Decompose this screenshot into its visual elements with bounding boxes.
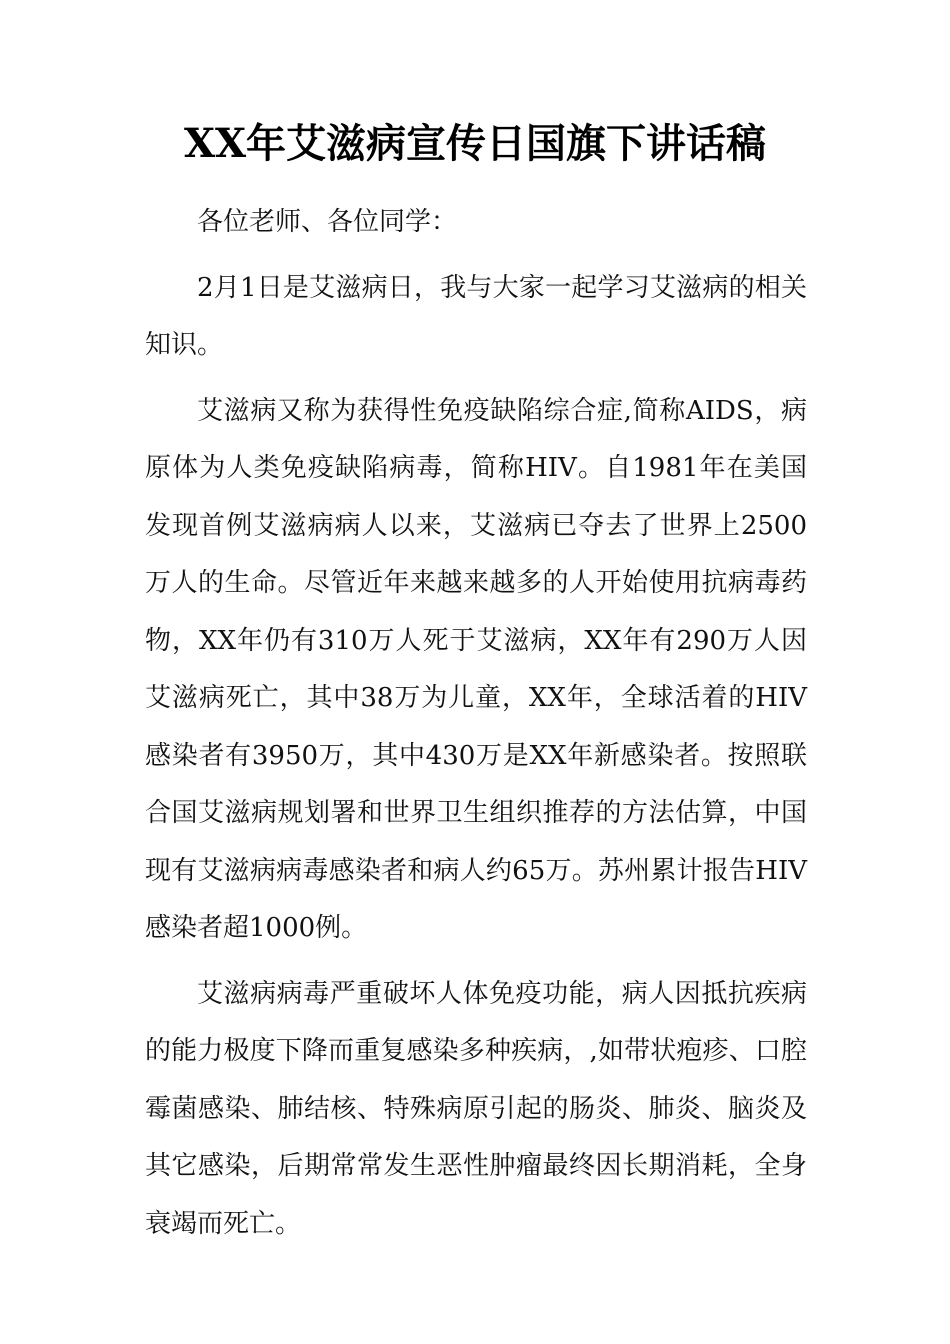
salutation-paragraph: 各位老师、各位同学： xyxy=(197,207,458,237)
intro-paragraph: 2月1日是艾滋病日，我与大家一起学习艾滋病的相关知识。 xyxy=(145,272,807,360)
document-body xyxy=(145,194,807,1253)
aids-facts-paragraph: 艾滋病又称为获得性免疫缺陷综合症,简称AIDS，病原体为人类免疫缺陷病毒，简称HIV。自1981年在美国发现首例艾滋病病人以来，艾滋病已夺去了世界上2500万人的生命。尽管近年来越来越多的人开始使用抗病毒药物，XX年仍有310万人死于艾滋病，XX年有290万人因艾滋病死亡，其中38万为儿童，XX年，全球活着的HIV感染者有3950万，其中430万是XX年新感染者。按照联合国艾滋病规划署和世界卫生组织推荐的方法估算，中国现有艾滋病病毒感染者和病人约65万。苏州累计报告HIV感染者超1000例。 xyxy=(145,395,807,943)
page-title: XX年艾滋病宣传日国旗下讲话稿 xyxy=(183,120,767,167)
aids-effects-paragraph: 艾滋病病毒严重破坏人体免疫功能，病人因抵抗疾病的能力极度下降而重复感染多种疾病，,如带状疱疹、口腔霉菌感染、肺结核、特殊病原引起的肠炎、肺炎、脑炎及其它感染，后期常常发生恶性肿瘤最终因长期消耗，全身衰竭而死亡。 xyxy=(145,978,807,1239)
